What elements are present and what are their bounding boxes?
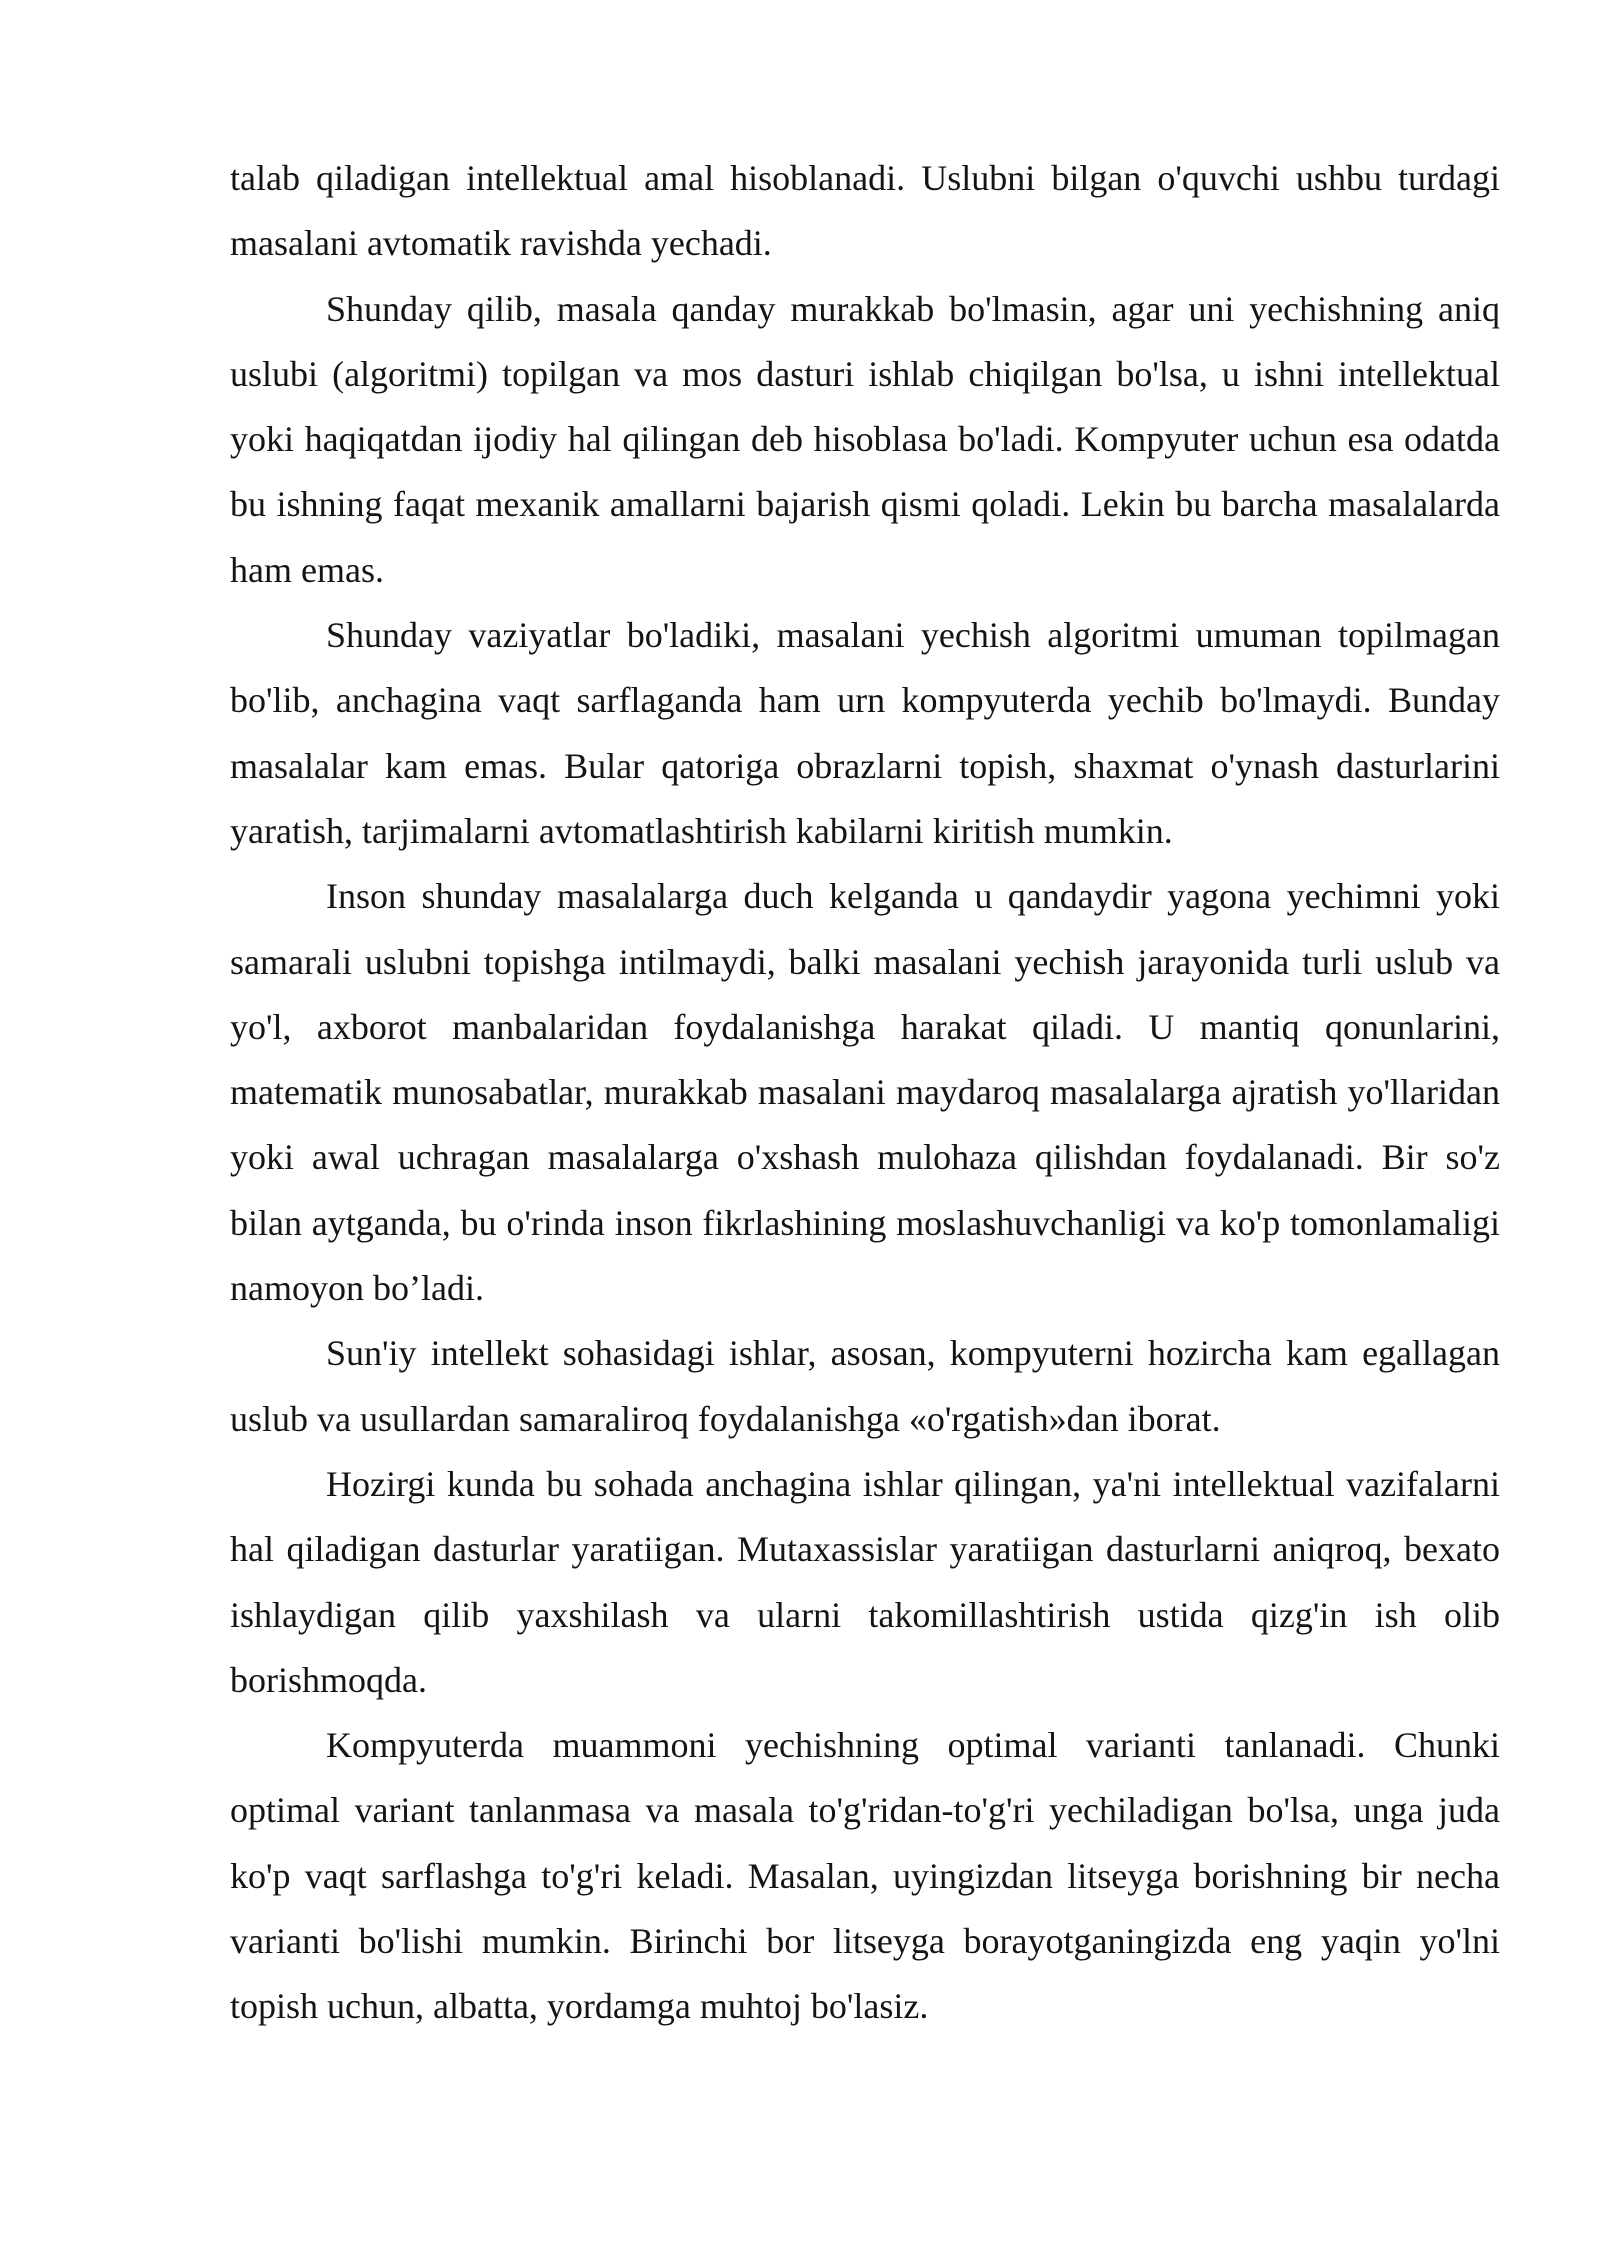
paragraph: Shunday vaziyatlar bo'ladiki, masalani yechish algoritmi umuman topilmagan bo'lib, anchagina vaqt sarflaganda ham urn kompyuterda yechib bo'lmaydi. Bunday masalalar kam emas. Bular qatoriga obrazlarni topish, shaxmat o'ynash dasturlarini yaratish, tarjimalarni avtomatlashtirish kabilarni kiritish mumkin. xyxy=(230,615,1500,851)
paragraph: Kompyuterda muammoni yechishning optimal varianti tanlanadi. Chunki optimal variant tanlanmasa va masala to'g'ridan-to'g'ri yechiladigan bo'lsa, unga juda ko'p vaqt sarflashga to'g'ri keladi. Masalan, uyingizdan litseyga borishning bir necha varianti bo'lishi mumkin. Birinchi bor litseyga borayotganingizda eng yaqin yo'lni topish uchun, albatta, yordamga muhtoj bo'lasiz. xyxy=(230,1725,1500,2027)
document-body xyxy=(230,146,1500,2040)
paragraph: Sun'iy intellekt sohasidagi ishlar, asosan, kompyuterni hozircha kam egallagan uslub va usullardan samaraliroq foydalanishga «o'rgatish»dan iborat. xyxy=(230,1333,1500,1439)
paragraph-continued: talab qiladigan intellektual amal hisoblanadi. Uslubni bilgan o'quvchi ushbu turdagi masalani avtomatik ravishda yechadi. xyxy=(230,158,1500,264)
paragraph: Shunday qilib, masala qanday murakkab bo'lmasin, agar uni yechishning aniq uslubi (algoritmi) topilgan va mos dasturi ishlab chiqilgan bo'lsa, u ishni intellektual yoki haqiqatdan ijodiy hal qilingan deb hisoblasa bo'ladi. Kompyuter uchun esa odatda bu ishning faqat mexanik amallarni bajarish qismi qoladi. Lekin bu barcha masalalarda ham emas. xyxy=(230,288,1500,590)
paragraph: Inson shunday masalalarga duch kelganda u qandaydir yagona yechimni yoki samarali uslubni topishga intilmaydi, balki masalani yechish jarayonida turli uslub va yo'l, axborot manbalaridan foydalanishga harakat qiladi. U mantiq qonunlarini, matematik munosabatlar, murakkab masalani maydaroq masalalarga ajratish yo'llaridan yoki awal uchragan masalalarga o'xshash mulohaza qilishdan foydalanadi. Bir so'z bilan aytganda, bu o'rinda inson fikrlashining moslashuvchanligi va ko'p tomonlamaligi namoyon bo’ladi. xyxy=(230,876,1500,1309)
paragraph: Hozirgi kunda bu sohada anchagina ishlar qilingan, ya'ni intellektual vazifalarni hal qiladigan dasturlar yaratiigan. Mutaxassislar yaratiigan dasturlarni aniqroq, bexato ishlaydigan qilib yaxshilash va ularni takomillashtirish ustida qizg'in ish olib borishmoqda. xyxy=(230,1463,1500,1700)
